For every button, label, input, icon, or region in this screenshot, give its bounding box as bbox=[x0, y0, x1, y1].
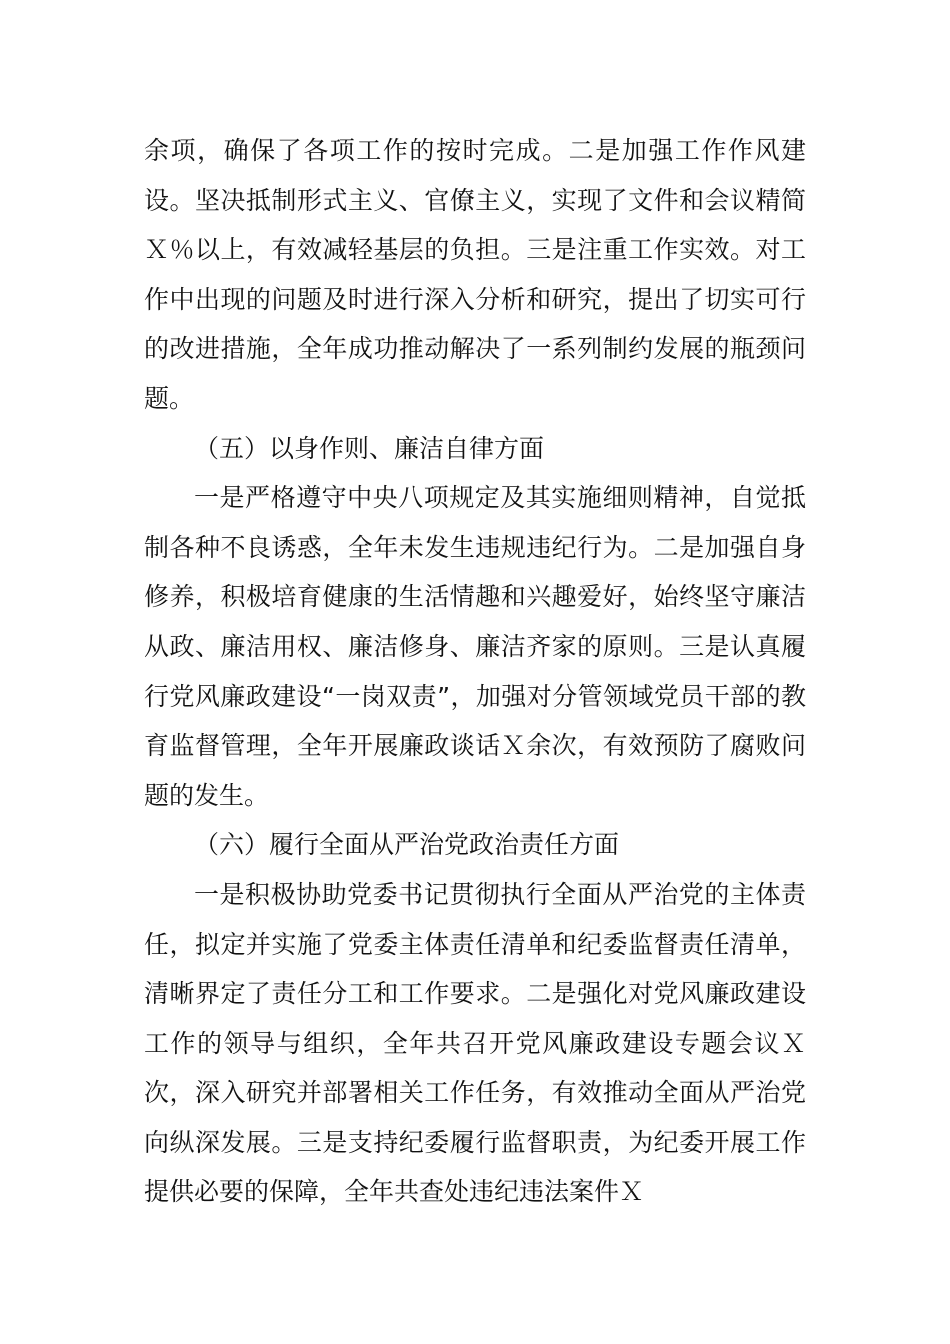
section-heading-six: （六）履行全面从严治党政治责任方面 bbox=[194, 830, 620, 860]
paragraph-party-discipline: 一是积极协助党委书记贯彻执行全面从严治党的主体责任，拟定并实施了党委主体责任清单和纪委监督责任清单，清晰界定了责任分工和工作要求。二是强化对党风廉政建设工作的领导与组织，全年共召开党风廉政建设专题会议Ｘ次，深入研究并部署相关工作任务，有效推动全面从严治党向纵深发展。三是支持纪委履行监督职责，为纪委开展工作提供必要的保障，全年共查处违纪违法案件Ｘ bbox=[144, 879, 806, 1207]
paragraph-work-style-continued: 余项，确保了各项工作的按时完成。二是加强工作作风建设。坚决抵制形式主义、官僚主义，实现了文件和会议精简Ｘ％以上，有效减轻基层的负担。三是注重工作实效。对工作中出现的问题及时进行深入分析和研究，提出了切实可行的改进措施，全年成功推动解决了一系列制约发展的瓶颈问题。 bbox=[144, 136, 806, 413]
section-heading-five: （五）以身作则、廉洁自律方面 bbox=[194, 433, 545, 463]
paragraph-integrity: 一是严格遵守中央八项规定及其实施细则精神，自觉抵制各种不良诱惑，全年未发生违规违纪行为。二是加强自身修养，积极培育健康的生活情趣和兴趣爱好，始终坚守廉洁从政、廉洁用权、廉洁修身、廉洁齐家的原则。三是认真履行党风廉政建设“一岗双责”，加强对分管领域党员干部的教育监督管理，全年开展廉政谈话Ｘ余次，有效预防了腐败问题的发生。 bbox=[144, 483, 806, 810]
document-body bbox=[144, 126, 806, 1217]
